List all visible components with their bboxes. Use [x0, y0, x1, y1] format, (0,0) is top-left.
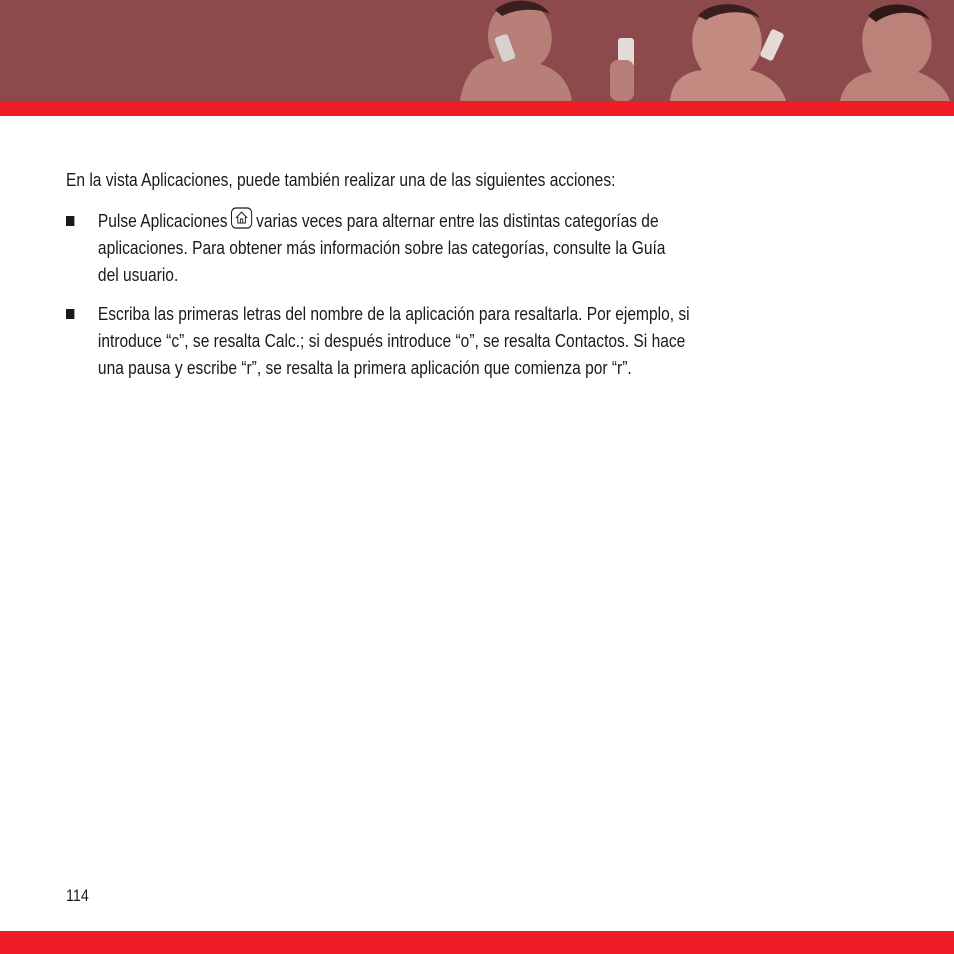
square-bullet-icon — [66, 309, 74, 319]
bullet-text-before-icon: Pulse Aplicaciones — [97, 210, 228, 231]
header-band — [0, 0, 954, 101]
intro-paragraph: En la vista Aplicaciones, puede también realizar una de las siguientes acciones: — [66, 169, 616, 190]
bullet-item-type-letters — [66, 300, 713, 381]
bullet-text: Escriba las primeras letras del nombre de la aplicación para resaltarla. Por ejemplo, si introduce “c”, se resalta Calc.; si después introduce “o”, se resalta Contactos. Si hace una pausa y escribe “r”, se resalta la primera aplicación que comienza por “r”. — [97, 303, 690, 378]
bullet-text-after-icon: varias veces para alternar entre las distintas categorías de aplicaciones. Para obtener más información sobre las categorías, consulte la Guía del usuario. — [97, 210, 666, 285]
home-key-icon — [231, 207, 253, 229]
bullet-list — [66, 207, 713, 381]
bullet-text — [98, 207, 713, 288]
footer-red-stripe — [0, 931, 954, 954]
square-bullet-icon — [66, 216, 74, 226]
bullet-item-categories — [66, 207, 713, 288]
people-with-phones-photo — [440, 0, 954, 101]
main-content — [66, 166, 713, 393]
page-number: 114 — [66, 886, 89, 905]
header-red-stripe — [0, 101, 954, 116]
